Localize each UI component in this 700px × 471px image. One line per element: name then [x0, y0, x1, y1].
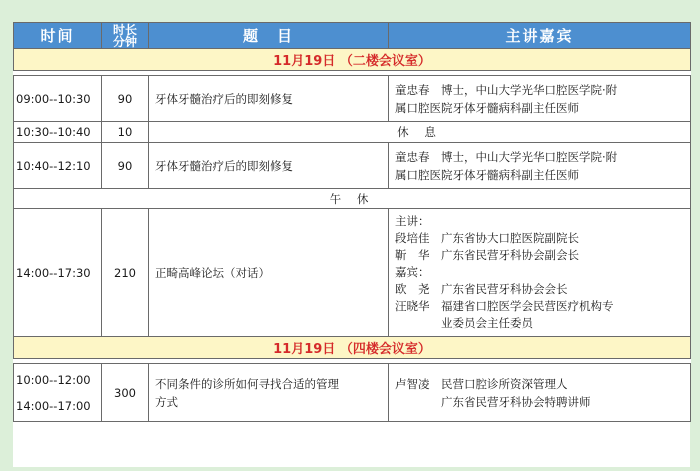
session-time: 10:40--12:10 [14, 143, 102, 189]
speaker-line: 段培佳 广东省协大口腔医院副院长 [395, 231, 579, 245]
speaker-line: 靳 华 广东省民营牙科协会副会长 [395, 248, 579, 262]
speaker-line: 属口腔医院牙体牙髓病科副主任医师 [395, 167, 579, 182]
header-duration-line2: 分钟 [112, 34, 137, 49]
session-speaker [389, 143, 691, 189]
header-topic: 题 目 [149, 23, 389, 49]
time-line: 10:00--12:00 [16, 372, 91, 387]
session-topic: 牙体牙髓治疗后的即刻修复 [149, 76, 389, 122]
header-row [14, 23, 691, 49]
session-speaker [389, 209, 691, 337]
table-row [14, 122, 691, 143]
speaker-line: 主讲： [395, 214, 430, 228]
lunch-label: 午 休 [14, 189, 691, 209]
table-row [14, 76, 691, 122]
session-time: 14:00--17:30 [14, 209, 102, 337]
session-duration: 300 [102, 364, 149, 422]
section-title: 11月19日 （四楼会议室） [14, 337, 691, 359]
session-duration: 90 [102, 76, 149, 122]
session-duration: 210 [102, 209, 149, 337]
session-duration: 10 [102, 122, 149, 143]
speaker-line: 欧 尧 广东省民营牙科协会会长 [395, 282, 568, 296]
session-topic: 正畸高峰论坛（对话） [149, 209, 389, 337]
speaker-line: 卢智凌 民营口腔诊所资深管理人 [395, 376, 568, 391]
schedule-frame [13, 22, 690, 467]
table-row [14, 143, 691, 189]
topic-line: 方式 [155, 394, 178, 409]
speaker-line: 童忠春 博士，中山大学光华口腔医学院·附 [395, 149, 618, 164]
table-row [14, 209, 691, 337]
header-speaker: 主讲嘉宾 [389, 23, 691, 49]
speaker-line: 汪晓华 福建省口腔医学会民营医疗机构专 [395, 299, 614, 313]
speaker-line: 业委员会主任委员 [395, 316, 533, 330]
speaker-line: 童忠春 博士，中山大学光华口腔医学院·附 [395, 82, 618, 97]
header-duration-line1: 时长 [112, 22, 137, 37]
speaker-line: 广东省民营牙科协会特聘讲师 [395, 394, 591, 409]
table-row [14, 364, 691, 422]
session-topic [149, 364, 389, 422]
session-duration: 90 [102, 143, 149, 189]
session-speaker [389, 76, 691, 122]
header-duration [102, 23, 149, 49]
break-label: 休 息 [149, 122, 691, 143]
session-topic: 牙体牙髓治疗后的即刻修复 [149, 143, 389, 189]
section-2-title-row [14, 337, 691, 359]
section-title: 11月19日 （二楼会议室） [14, 49, 691, 71]
section-1-title-row [14, 49, 691, 71]
header-time: 时间 [14, 23, 102, 49]
speaker-line: 属口腔医院牙体牙髓病科副主任医师 [395, 100, 579, 115]
session-speaker [389, 364, 691, 422]
session-time: 10:30--10:40 [14, 122, 102, 143]
session-time: 09:00--10:30 [14, 76, 102, 122]
topic-line: 不同条件的诊所如何寻找合适的管理 [155, 376, 339, 391]
table-row [14, 189, 691, 209]
time-line: 14:00--17:00 [16, 398, 91, 413]
session-time [14, 364, 102, 422]
speaker-line: 嘉宾： [395, 265, 430, 279]
schedule-table [13, 22, 691, 422]
